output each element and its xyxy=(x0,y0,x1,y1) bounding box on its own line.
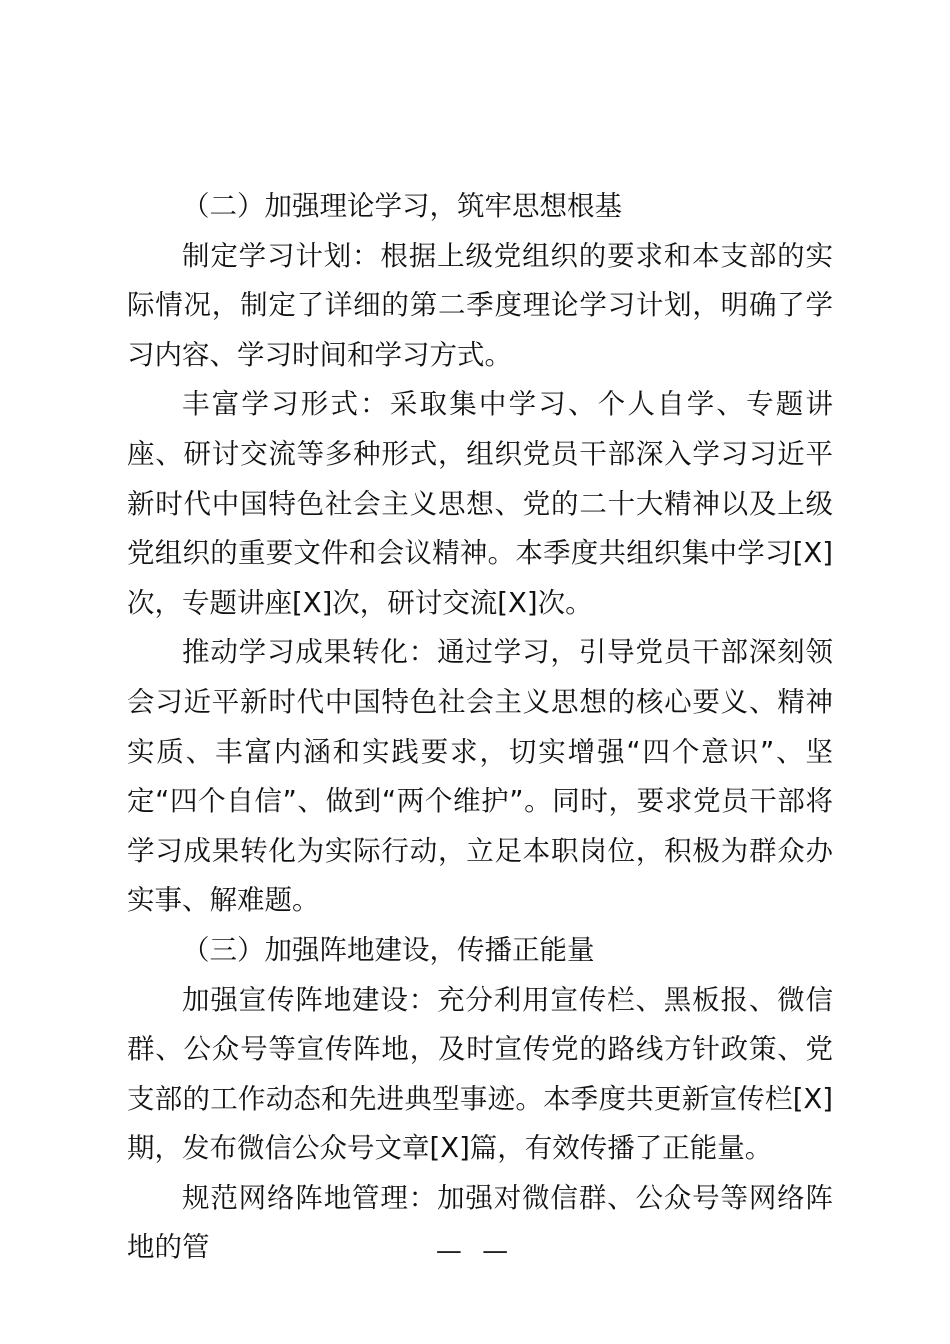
document-body xyxy=(127,182,833,1273)
paragraph-study-plan: 制定学习计划：根据上级党组织的要求和本支部的实际情况，制定了详细的第二季度理论学习计划，明确了学习内容、学习时间和学习方式。 xyxy=(127,239,833,371)
paragraph-study-outcomes: 推动学习成果转化：通过学习，引导党员干部深刻领会习近平新时代中国特色社会主义思想的核心要义、精神实质、丰富内涵和实践要求，切实增强“四个意识”、坚定“四个自信”、做到“两个维护”。同时，要求党员干部将学习成果转化为实际行动，立足本职岗位，积极为群众办实事、解难题。 xyxy=(127,636,833,917)
paragraph-study-forms: 丰富学习形式：采取集中学习、个人自学、专题讲座、研讨交流等多种形式，组织党员干部深入学习习近平新时代中国特色社会主义思想、党的二十大精神以及上级党组织的重要文件和会议精神。本季度共组织集中学习[X]次，专题讲座[X]次，研讨交流[X]次。 xyxy=(127,388,833,619)
section-heading-2: （二）加强理论学习，筑牢思想根基 xyxy=(182,190,622,222)
paragraph-network-management: 规范网络阵地管理：加强对微信群、公众号等网络阵地的管 xyxy=(127,1181,833,1264)
section-heading-3: （三）加强阵地建设，传播正能量 xyxy=(182,933,595,966)
page-number: — — xyxy=(435,1236,515,1266)
paragraph-publicity-platform: 加强宣传阵地建设：充分利用宣传栏、黑板报、微信群、公众号等宣传阵地，及时宣传党的路线方针政策、党支部的工作动态和先进典型事迹。本季度共更新宣传栏[X]期，发布微信公众号文章[X]篇，有效传播了正能量。 xyxy=(127,983,833,1165)
